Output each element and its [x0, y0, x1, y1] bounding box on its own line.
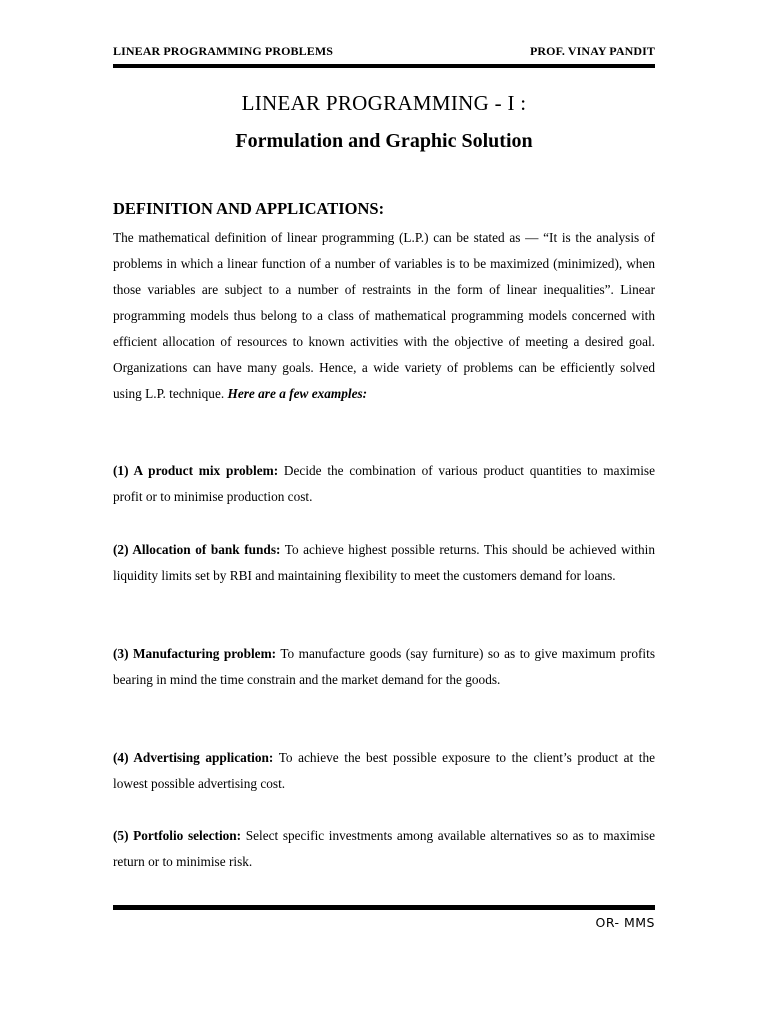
- example-label: (3) Manufacturing problem:: [113, 646, 277, 661]
- example-item: [113, 458, 655, 510]
- document-title: LINEAR PROGRAMMING - I :: [241, 91, 527, 115]
- document-subtitle: Formulation and Graphic Solution: [235, 130, 533, 152]
- example-label: (2) Allocation of bank funds:: [113, 542, 281, 557]
- example-item: [113, 823, 655, 875]
- header-course-title: LINEAR PROGRAMMING PROBLEMS: [113, 44, 334, 58]
- header-rule: [113, 64, 655, 68]
- running-header: [113, 44, 655, 60]
- header-author: PROF. VINAY PANDIT: [529, 44, 655, 58]
- example-text: Select specific investments among available alternatives so as to maximise return or to minimise risk.: [113, 828, 655, 869]
- example-label: (1) A product mix problem:: [113, 463, 279, 478]
- document-page: [113, 0, 655, 1024]
- section-heading: DEFINITION AND APPLICATIONS:: [113, 199, 385, 218]
- example-text: Decide the combination of various product quantities to maximise profit or to minimise production cost.: [113, 463, 655, 504]
- example-item: [113, 537, 655, 589]
- definition-text: The mathematical definition of linear programming (L.P.) can be stated as — “It is the analysis of problems in which a linear function of a number of variables is to be maximized (minimized), when those variables are subject to a number of restraints in the form of linear inequalities”. Linear programming models thus belong to a class of mathematical programming models concerned with efficient allocation of resources to known activities with the objective of meeting a desired goal. Organizations can have many goals. Hence, a wide variety of problems can be efficiently solved using L.P. technique.: [113, 230, 655, 401]
- definition-paragraph: [113, 225, 655, 407]
- example-label: (5) Portfolio selection:: [113, 828, 242, 843]
- footer-label: OR- MMS: [595, 915, 655, 930]
- example-item: [113, 641, 655, 693]
- example-item: [113, 745, 655, 797]
- examples-lead: Here are a few examples:: [227, 386, 368, 401]
- example-text: To achieve the best possible exposure to the client’s product at the lowest possible advertising cost.: [113, 750, 655, 791]
- footer-rule: [113, 905, 655, 910]
- example-text: To manufacture goods (say furniture) so as to give maximum profits bearing in mind the time constrain and the market demand for the goods.: [113, 646, 655, 687]
- example-label: (4) Advertising application:: [113, 750, 274, 765]
- example-text: To achieve highest possible returns. This should be achieved within liquidity limits set by RBI and maintaining flexibility to meet the customers demand for loans.: [113, 542, 655, 583]
